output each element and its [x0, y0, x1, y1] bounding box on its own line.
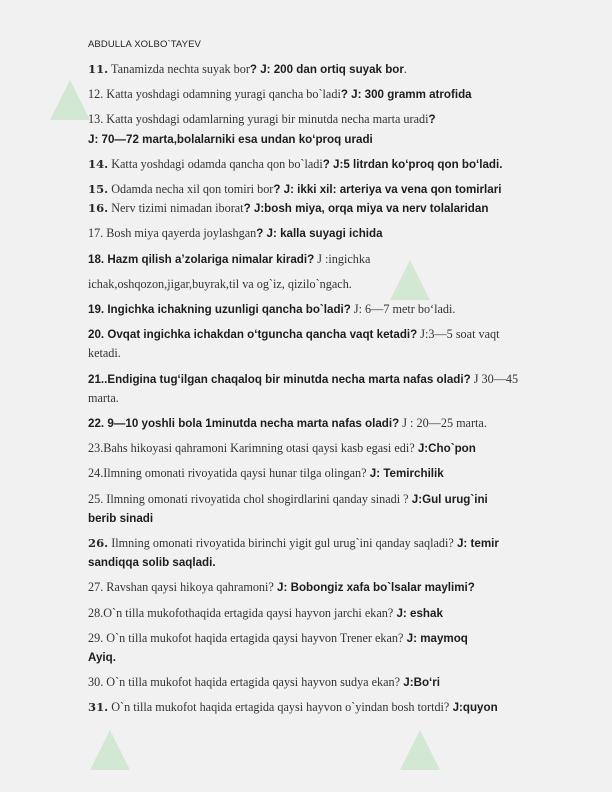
- answer-text: J: 70—72 marta,bolalarniki esa undan ko‘proq uradi: [88, 132, 373, 146]
- question-text: 28.O`n tilla mukofothaqida ertagida qaysi hayvon jarchi ekan?: [88, 605, 394, 620]
- text-line: [88, 199, 593, 218]
- answer-text: 21..Endigina tug‘ilgan chaqaloq bir minutda necha marta nafas oladi?: [88, 372, 471, 386]
- question-text: Katta yoshdagi odamda qancha qon bo`ladi: [108, 156, 323, 171]
- question-text: 17. Bosh miya qayerda joylashgan: [88, 226, 257, 241]
- answer-text: ?: [428, 113, 436, 127]
- question-text: O`n tilla mukofot haqida ertagida qaysi hayvon o`yindan bosh tortdi?: [108, 700, 450, 715]
- answer-text: berib sinadi: [88, 511, 154, 525]
- text-line: [88, 300, 593, 319]
- text-line: [88, 604, 593, 623]
- text-line: [88, 250, 593, 269]
- text-line: [88, 370, 593, 389]
- answer-text: ? J: 200 dan ortiq suyak bor: [249, 63, 404, 76]
- text-line: [88, 110, 593, 129]
- text-line: [88, 553, 593, 572]
- answer-text: Ayiq.: [88, 651, 116, 665]
- answer-text: J:quyon: [449, 701, 498, 715]
- answer-text: 18. Hazm qilish a’zolariga nimalar kiradi?: [88, 252, 315, 266]
- text-line: [88, 180, 593, 199]
- text-line: [88, 698, 593, 717]
- text-line: [88, 414, 593, 433]
- text-line: [88, 439, 593, 458]
- question-text: 13. Katta yoshdagi odamlarning yuragi bir minutda necha marta uradi: [88, 112, 429, 127]
- question-text: Nerv tizimi nimadan iborat: [108, 201, 244, 216]
- question-text: J:3—5 soat vaqt: [417, 327, 500, 342]
- document-body: [88, 60, 593, 718]
- question-text: Ilmning omonati rivoyatida birinchi yigit gul urug`ini qanday saqladi?: [108, 536, 454, 551]
- text-line: [88, 673, 593, 692]
- question-text: 30. O`n tilla mukofot haqida ertagida qaysi hayvon sudya ekan?: [88, 675, 401, 690]
- answer-text: J:Bo‘ri: [400, 676, 441, 690]
- question-text: 31.: [88, 700, 109, 715]
- watermark-logo-icon: [390, 720, 450, 780]
- answer-text: 19. Ingichka ichakning uzunligi qancha bo`ladi?: [88, 303, 351, 317]
- question-text: 15.: [88, 182, 109, 197]
- answer-text: J:Gul urug`ini: [408, 492, 488, 506]
- answer-text: J: Bobongiz xafa bo`lsalar maylimi?: [273, 581, 475, 595]
- author-header: ABDULLA XOLBO`TAYEV: [88, 39, 201, 50]
- watermark-logo-icon: [80, 720, 140, 780]
- question-text: J: 6—7 metr bo‘ladi.: [350, 302, 456, 317]
- question-text: .: [403, 62, 407, 76]
- text-line: [88, 325, 593, 344]
- text-line: [88, 490, 593, 509]
- text-line: [88, 344, 593, 363]
- answer-text: 22. 9—10 yoshli bola 1minutda necha marta nafas oladi?: [88, 417, 400, 431]
- answer-text: ? J: kalla suyagi ichida: [256, 227, 383, 241]
- text-line: [88, 85, 593, 104]
- answer-text: sandiqqa solib saqladi.: [88, 556, 216, 570]
- question-text: 23.Bahs hikoyasi qahramoni Karimning otasi qaysi kasb egasi edi?: [88, 441, 415, 456]
- question-text: 29. O`n tilla mukofot haqida ertagida qaysi hayvon Trener ekan?: [88, 630, 404, 645]
- question-text: J 30—45: [470, 371, 519, 386]
- question-text: ichak,oshqozon,jigar,buyrak,til va og`iz, qizilo`ngach.: [88, 276, 352, 291]
- watermark-logo-icon: [380, 250, 440, 310]
- answer-text: ? J: ikki xil: arteriya va vena qon tomirlari: [273, 183, 502, 197]
- text-line: [88, 130, 593, 149]
- answer-text: J:Cho`pon: [414, 442, 476, 456]
- text-line: [88, 534, 593, 553]
- answer-text: J: maymoq: [403, 631, 468, 645]
- question-text: marta.: [88, 390, 119, 405]
- answer-text: ? J: 300 gramm atrofida: [340, 88, 472, 102]
- text-line: [88, 648, 593, 667]
- answer-text: ? J:bosh miya, orqa miya va nerv tolalaridan: [243, 202, 489, 216]
- question-text: 12. Katta yoshdagi odamning yuragi qancha bo`ladi: [88, 87, 341, 102]
- answer-text: 20. Ovqat ingichka ichakdan o‘tguncha qancha vaqt ketadi?: [88, 328, 418, 342]
- question-text: 11.: [88, 62, 109, 76]
- text-line: [88, 578, 593, 597]
- question-text: 26.: [88, 536, 109, 551]
- question-text: 25. Ilmning omonati rivoyatida chol shogirdlarini qanday sinadi ?: [88, 491, 409, 506]
- question-text: Tanamizda nechta suyak bor: [108, 62, 250, 76]
- answer-text: J: temir: [453, 537, 499, 551]
- question-text: 27. Ravshan qaysi hikoya qahramoni?: [88, 580, 274, 595]
- text-line: [88, 60, 593, 79]
- text-line: [88, 509, 593, 528]
- watermark-logo-icon: [40, 70, 100, 130]
- question-text: 16.: [88, 201, 109, 216]
- text-line: [88, 629, 593, 648]
- question-text: J :ingichka: [314, 251, 371, 266]
- question-text: ketadi.: [88, 346, 121, 361]
- text-line: [88, 155, 593, 174]
- answer-text: J: eshak: [393, 606, 443, 620]
- answer-text: ? J:5 litrdan ko‘proq qon bo‘ladi.: [322, 157, 503, 171]
- text-line: [88, 389, 593, 408]
- question-text: J : 20—25 marta.: [399, 416, 487, 431]
- text-line: [88, 275, 593, 294]
- answer-text: J: Temirchilik: [366, 467, 444, 481]
- question-text: 14.: [88, 156, 109, 171]
- text-line: [88, 224, 593, 243]
- question-text: 24.Ilmning omonati rivoyatida qaysi hunar tilga olingan?: [88, 466, 367, 481]
- text-line: [88, 464, 593, 483]
- question-text: Odamda necha xil qon tomiri bor: [108, 182, 274, 197]
